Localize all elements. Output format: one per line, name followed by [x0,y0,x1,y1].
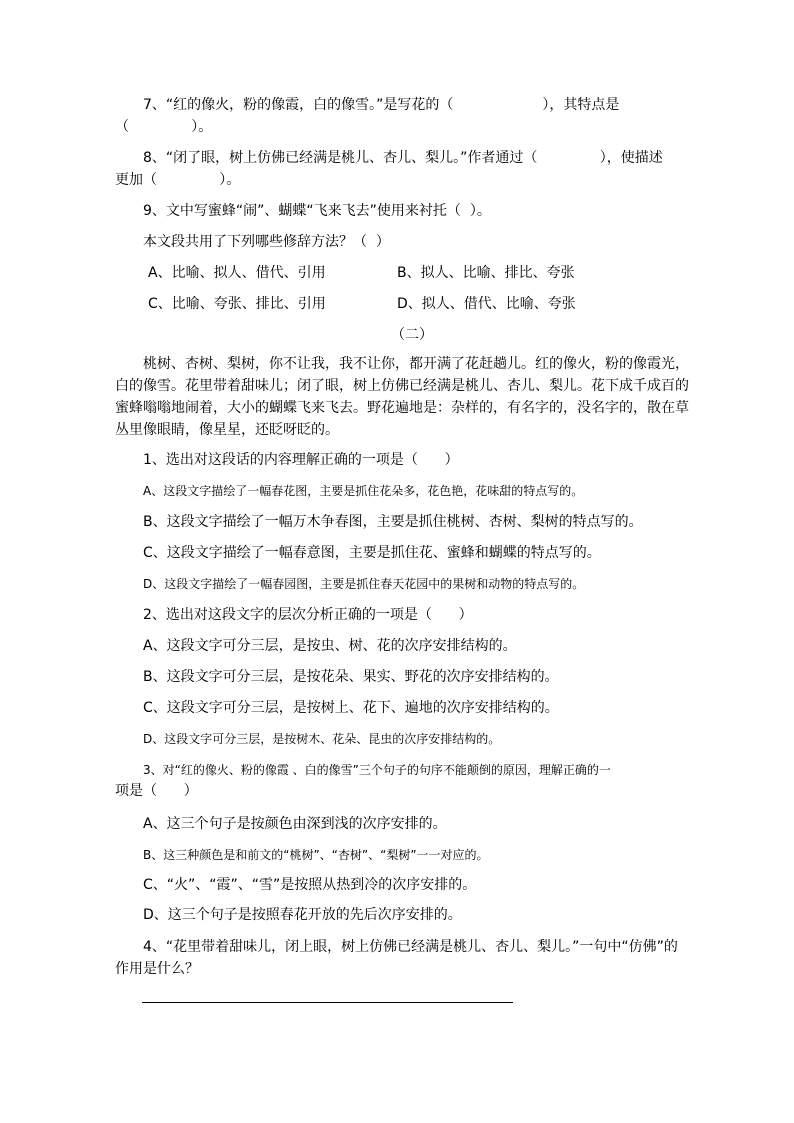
q3-stem-line2: 项是（ ） [115,783,198,799]
q10-stem: 本文段共用了下列哪些修辞方法？（ ） [143,234,390,250]
q1-stem: 1、选出对这段话的内容理解正确的一项是（ ） [143,452,459,468]
q10-option-a: A、比喻、拟人、借代、引用 [148,265,326,281]
q7-line1: 7、“红的像火，粉的像霞，白的像雪。”是写花的（ ），其特点是 [143,97,620,113]
q3-stem-line1: 3、对“红的像火、粉的像霞 、白的像雪”三个句子的句序不能颠倒的原因，理解正确的一 [143,763,611,777]
q8-line1: 8、“闭了眼，树上仿佛已经满是桃儿、杏儿、梨儿。”作者通过（ ），使描述 [143,150,663,166]
q2-option-b: B、这段文字可分三层，是按花朵、果实、野花的次序安排结构的。 [143,669,559,685]
q4-stem-line2: 作用是什么？ [115,961,199,977]
passage-line-2: 白的像雪。花里带着甜味儿；闭了眼，树上仿佛已经满是桃儿、杏儿、梨儿。花下成千成百的 [115,378,689,394]
q1-option-c: C、这段文字描绘了一幅春意图，主要是抓住花、蜜蜂和蝴蝶的特点写的。 [143,545,601,561]
q8-line2: 更加（ ）。 [115,172,241,188]
answer-line[interactable] [142,1002,513,1003]
q3-option-c: C、“火”、“霞”、“雪”是按照从热到冷的次序安排的。 [143,877,477,893]
section-heading: （二） [391,327,433,343]
q3-option-d: D、这三个句子是按照春花开放的先后次序安排的。 [143,907,462,923]
q2-option-d: D、这段文字可分三层，是按树木、花朵、昆虫的次序安排结构的。 [143,732,501,746]
q10-option-c: C、比喻、夸张、排比、引用 [148,296,326,312]
q7-line2: （ ）。 [115,119,213,135]
q2-option-c: C、这段文字可分三层，是按树上、花下、遍地的次序安排结构的。 [143,700,559,716]
q3-option-b: B、这三种颜色是和前文的“桃树”、“杏树”、“梨树”一一对应的。 [143,848,489,862]
q2-stem: 2、选出对这段文字的层次分析正确的一项是（ ） [143,607,473,623]
passage-line-3: 蜜蜂嗡嗡地闹着，大小的蝴蝶飞来飞去。野花遍地是：杂样的，有名字的，没名字的，散在草 [115,400,689,416]
q3-option-a: A、这三个句子是按颜色由深到浅的次序安排的。 [143,816,447,832]
q10-option-d: D、拟人、借代、比喻、夸张 [397,296,576,312]
passage-line-1: 桃树、杏树、梨树，你不让我，我不让你，都开满了花赶趟儿。红的像火，粉的像霞光， [143,356,689,372]
passage-line-4: 丛里像眼睛，像星星，还眨呀眨的。 [115,422,339,438]
q1-option-d: D、这段文字描绘了一幅春园图，主要是抓住春天花园中的果树和动物的特点写的。 [143,577,585,591]
q10-option-b: B、拟人、比喻、排比、夸张 [397,265,575,281]
q1-option-b: B、这段文字描绘了一幅万木争春图，主要是抓住桃树、杏树、梨树的特点写的。 [143,514,643,530]
q2-option-a: A、这段文字可分三层，是按虫、树、花的次序安排结构的。 [143,638,517,654]
q4-stem-line1: 4、“花里带着甜味儿，闭上眼，树上仿佛已经满是桃儿、杏儿、梨儿。”一句中“仿佛”的 [143,939,678,955]
q1-option-a: A、这段文字描绘了一幅春花图，主要是抓住花朵多，花色艳，花味甜的特点写的。 [143,484,584,498]
q9-stem: 9、文中写蜜蜂“闹”、蝴蝶“飞来飞去”使用来衬托（ ）。 [143,203,491,219]
